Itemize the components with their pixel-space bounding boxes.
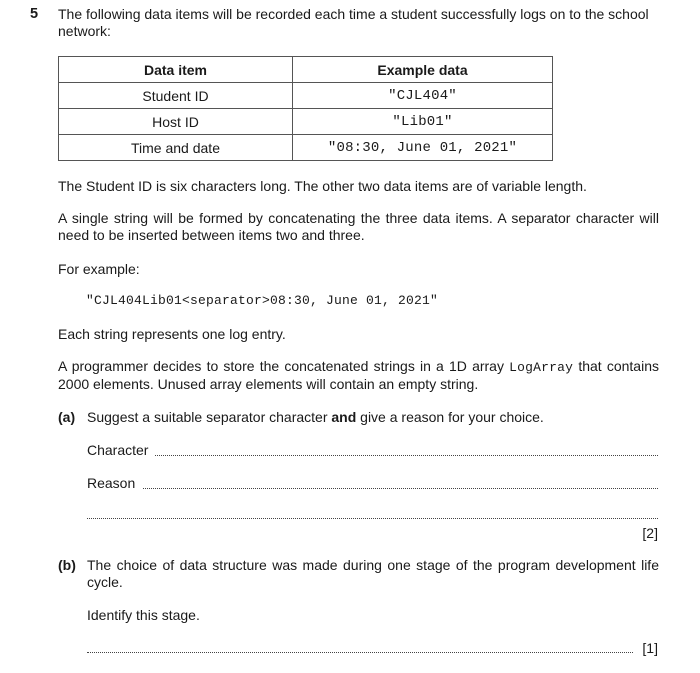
question-intro: The following data items will be recorded each time a student successfully logs on to the school network: bbox=[58, 6, 649, 39]
reason-label: Reason bbox=[87, 475, 136, 491]
table-row bbox=[59, 109, 553, 135]
paragraph-log-entry: Each string represents one log entry. bbox=[58, 326, 286, 342]
table-header-example-data: Example data bbox=[293, 57, 553, 83]
part-b-question: The choice of data structure was made during one stage of the program development life cycle. bbox=[87, 557, 659, 590]
reason-answer-line-2[interactable] bbox=[87, 518, 658, 519]
paragraph-student-id-length: The Student ID is six characters long. The other two data items are of variable length. bbox=[58, 178, 587, 194]
paragraph-for-example: For example: bbox=[58, 261, 140, 277]
table-header-data-item: Data item bbox=[59, 57, 293, 83]
log-array-text-end: that contains 2000 elements. Unused array elements will contain an empty string. bbox=[58, 358, 659, 392]
part-b-identify: Identify this stage. bbox=[87, 607, 200, 623]
part-b-label: (b) bbox=[58, 557, 76, 573]
example-string: "CJL404Lib01<separator>08:30, June 01, 2021" bbox=[86, 293, 439, 308]
question-number: 5 bbox=[30, 6, 39, 22]
log-array-code: LogArray bbox=[509, 360, 574, 375]
table-cell-item: Student ID bbox=[59, 83, 293, 109]
part-a-marks: [2] bbox=[642, 525, 658, 541]
table-header-row bbox=[59, 57, 553, 83]
part-a-text-end: give a reason for your choice. bbox=[356, 409, 544, 425]
log-array-text-start: A programmer decides to store the concatenated strings in a 1D array bbox=[58, 358, 510, 374]
table-row bbox=[59, 83, 553, 109]
data-items-table bbox=[58, 56, 553, 161]
table-cell-item: Host ID bbox=[59, 109, 293, 135]
part-b-marks: [1] bbox=[642, 640, 658, 656]
table-cell-example: "Lib01" bbox=[293, 109, 553, 135]
paragraph-log-array bbox=[58, 358, 659, 393]
paragraph-concatenation: A single string will be formed by concatenating the three data items. A separator character will need to be inserted between items two and three. bbox=[58, 210, 659, 243]
table-cell-example: "08:30, June 01, 2021" bbox=[293, 135, 553, 161]
table-cell-item: Time and date bbox=[59, 135, 293, 161]
part-a-text-start: Suggest a suitable separator character bbox=[87, 409, 332, 425]
character-answer-line[interactable] bbox=[155, 455, 658, 456]
part-a-label: (a) bbox=[58, 409, 76, 425]
character-label: Character bbox=[87, 442, 149, 458]
part-a-question bbox=[87, 409, 544, 425]
part-a-text-bold: and bbox=[331, 409, 357, 425]
part-b-answer-line[interactable] bbox=[87, 652, 633, 653]
table-row bbox=[59, 135, 553, 161]
table-cell-example: "CJL404" bbox=[293, 83, 553, 109]
reason-answer-line-1[interactable] bbox=[143, 488, 658, 489]
